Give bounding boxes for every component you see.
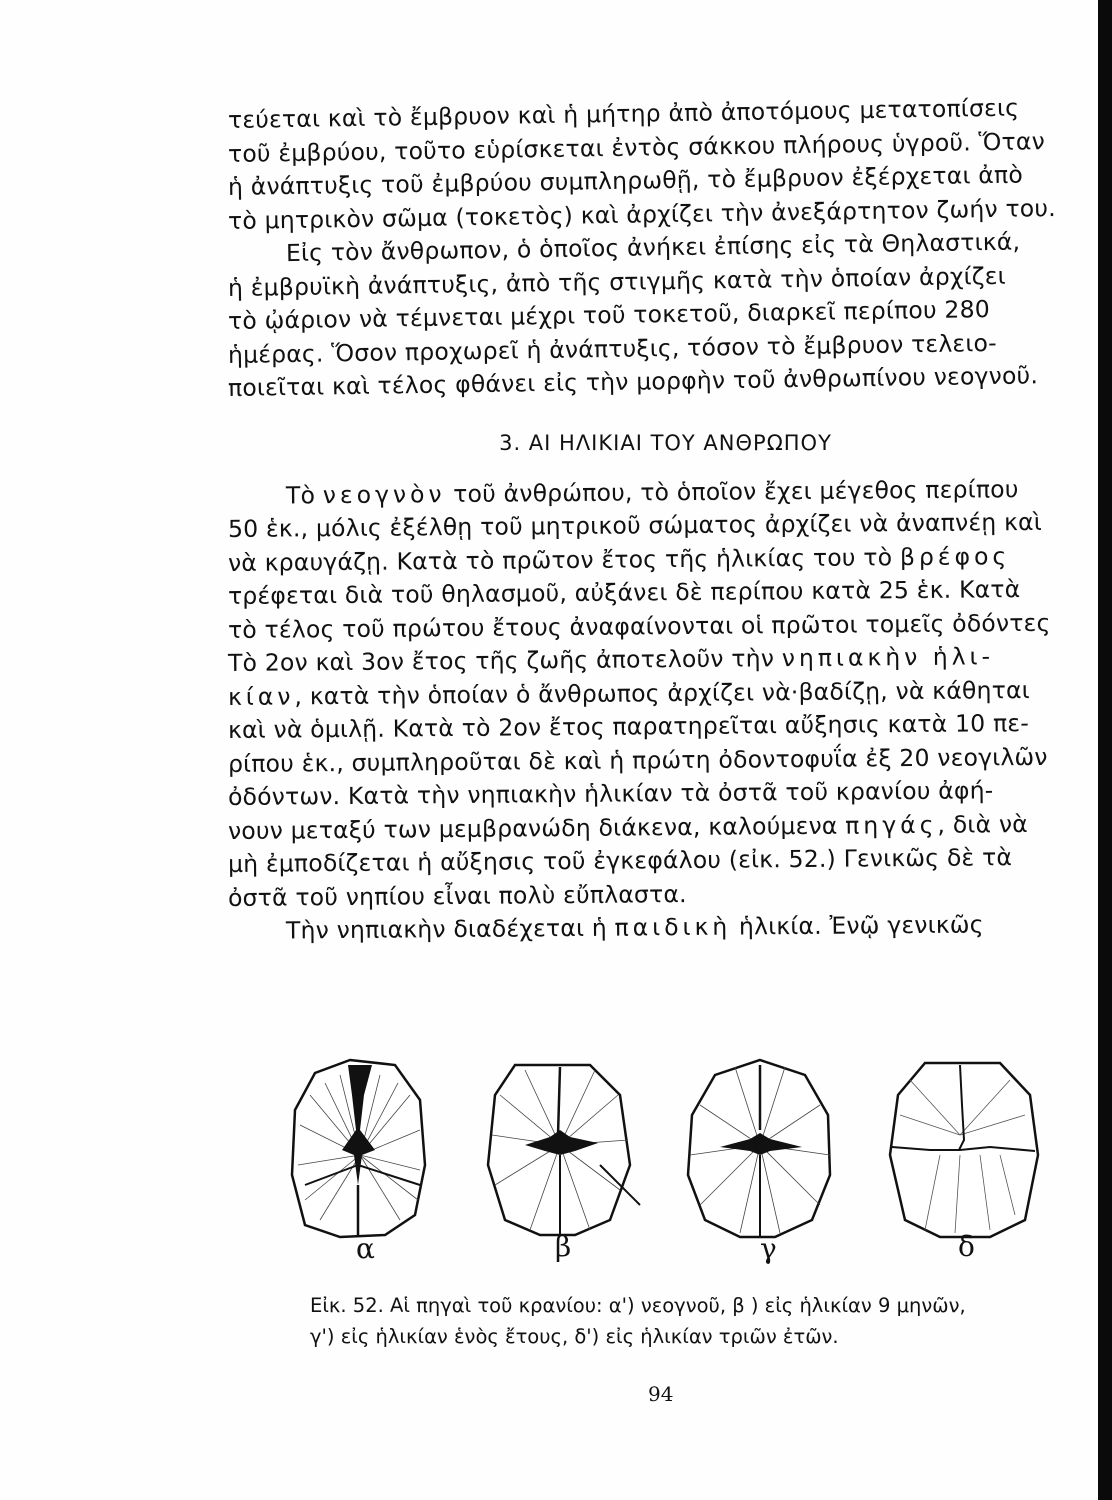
scan-edge — [1098, 0, 1112, 1500]
skull-fontanelles-figure — [270, 1055, 1070, 1285]
line-text: ἡλικία. Ἐνῷ γενικῶς — [731, 910, 984, 941]
line-text: ὀδόντων. Κατὰ τὴν νηπιακὴν ἡλικίαν τὰ ὀστᾶ τοῦ κρανίου ἀφή- — [227, 776, 994, 811]
figure-label-beta: β — [555, 1230, 572, 1263]
skull-beta — [488, 1065, 640, 1235]
line-text: , διὰ νὰ — [937, 809, 1029, 839]
emphasized-term: πηγάς — [845, 810, 938, 840]
line-text: τοῦ ἀνθρώπου, τὸ ὁποῖον ἔχει μέγεθος περίπου — [445, 474, 1019, 508]
caption-line-2: γ') εἰς ἡλικίαν ἑνὸς ἔτους, δ') εἰς ἡλικίαν τριῶν ἐτῶν. — [310, 1325, 839, 1348]
caption-line-1: Εἰκ. 52. Αἱ πηγαὶ τοῦ κρανίου: α') νεογνοῦ, β ) εἰς ἡλικίαν 9 μηνῶν, — [310, 1294, 966, 1317]
emphasized-term: βρέφος — [899, 541, 1011, 571]
body-line: ποιεῖται καὶ τέλος φθάνει εἰς τὴν μορφὴν τοῦ ἀνθρωπίνου νεογνοῦ. — [227, 361, 1039, 402]
line-text: , κατὰ τὴν ὁποίαν ὁ ἄνθρωπος ἀρχίζει νὰ·βαδίζῃ, νὰ κάθηται — [294, 675, 1030, 710]
text-block — [227, 93, 1073, 949]
skull-alpha — [292, 1060, 425, 1237]
skull-delta — [890, 1063, 1038, 1237]
line-text: Τὸ — [285, 480, 323, 509]
figure-label-gamma: γ — [760, 1232, 777, 1265]
line-text: μὴ ἐμποδίζεται ἡ αὔξησις τοῦ ἐγκεφάλου (εἰκ. 52.) Γενικῶς δὲ τὰ — [227, 843, 1013, 878]
figure-caption — [310, 1290, 1070, 1352]
skull-gamma — [688, 1060, 830, 1237]
line-text: Τὸ 2ον καὶ 3ον ἔτος τῆς ζωῆς ἀποτελοῦν τὴν — [227, 644, 782, 677]
body-line: ἡμέρας. Ὅσον προχωρεῖ ἡ ἀνάπτυξις, τόσον τὸ ἔμβρυον τελειο- — [227, 328, 997, 369]
body-line: τοῦ ἐμβρύου, τοῦτο εὑρίσκεται ἐντὸς σάκκου πλήρους ὑγροῦ. Ὅταν — [227, 126, 1046, 168]
line-text: νὰ κραυγάζῃ. Κατὰ τὸ πρῶτον ἔτος τῆς ἡλικίας του τὸ — [227, 542, 901, 577]
line-text: ὀστᾶ τοῦ νηπίου εἶναι πολὺ εὔπλαστα. — [227, 879, 687, 912]
line-text: 50 ἑκ., μόλις ἐξέλθῃ τοῦ μητρικοῦ σώματος ἀρχίζει νὰ ἀναπνέῃ καὶ — [227, 507, 1043, 543]
emphasized-term: παιδικὴ — [614, 912, 732, 942]
body-line: τὸ ᾠάριον νὰ τέμνεται μέχρι τοῦ τοκετοῦ, διαρκεῖ περίπου 280 — [227, 295, 991, 335]
body-line: Εἰς τὸν ἄνθρωπον, ὁ ὁποῖος ἀνήκει ἐπίσης εἰς τὰ Θηλαστικά, — [285, 227, 1021, 268]
line-text: τρέφεται διὰ τοῦ θηλασμοῦ, αὐξάνει δὲ περίπου κατὰ 25 ἑκ. Κατὰ — [227, 575, 1021, 610]
emphasized-term: κίαν — [227, 681, 295, 711]
line-text: τὸ τέλος τοῦ πρώτου ἔτους ἀναφαίνονται οἱ πρῶτοι τομεῖς ὀδόντες — [227, 608, 1051, 644]
line-text: καὶ νὰ ὁμιλῇ. Κατὰ τὸ 2ον ἔτος παρατηρεῖται αὔξησις κατὰ 10 πε- — [227, 709, 1030, 744]
line-text: Τὴν νηπιακὴν διαδέχεται ἡ — [285, 913, 615, 945]
body-line: ἡ ἐμβρυϊκὴ ἀνάπτυξις, ἀπὸ τῆς στιγμῆς κατὰ τὴν ὁποίαν ἀρχίζει — [227, 261, 1007, 302]
body-line: ἡ ἀνάπτυξις τοῦ ἐμβρύου συμπληρωθῇ, τὸ ἔμβρυον ἐξέρχεται ἀπὸ — [227, 160, 1024, 201]
section-paragraphs — [227, 474, 1073, 949]
figure-label-alpha: α — [356, 1232, 375, 1265]
section-line — [228, 908, 1073, 949]
body-line: τεύεται καὶ τὸ ἔμβρυον καὶ ἡ μήτηρ ἀπὸ ἀποτόμους μετατοπίσεις — [227, 93, 1020, 134]
emphasized-term: νεογνὸν — [322, 479, 446, 509]
line-text: ρίπου ἑκ., συμπληροῦται δὲ καὶ ἡ πρώτη ὀδοντοφυΐα ἐξ 20 νεογιλῶν — [227, 742, 1048, 778]
line-text: νουν μεταξύ των μεμβρανώδη διάκενα, καλούμενα — [227, 811, 846, 845]
body-line: τὸ μητρικὸν σῶμα (τοκετὸς) καὶ ἀρχίζει τὴν ἀνεξάρτητον ζωήν του. — [227, 193, 1057, 235]
section-heading: 3. ΑΙ ΗΛΙΚΙΑΙ ΤΟΥ ΑΝΘΡΩΠΟΥ — [499, 430, 832, 455]
emphasized-term: νηπιακὴν ἡλι- — [781, 642, 995, 673]
figure-label-delta: δ — [958, 1230, 975, 1263]
page-number: 94 — [648, 1382, 674, 1406]
